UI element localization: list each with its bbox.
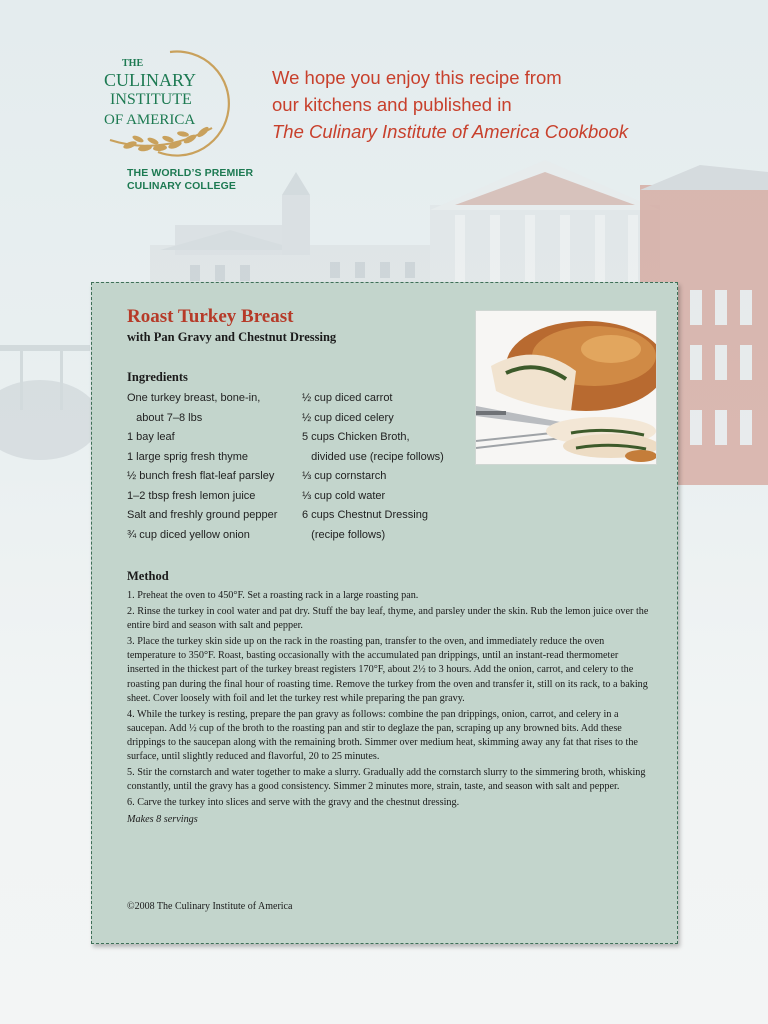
ingredient-item: 6 cups Chestnut Dressing — [302, 509, 428, 521]
method-step: 2. Rinse the turkey in cool water and pat dry. Stuff the bay leaf, thyme, and parsley under the skin. Rub the lemon juice over the entire bird and season with salt and pepper. — [127, 606, 649, 632]
cia-logo-emblem — [100, 44, 260, 164]
ingredient-item: Salt and freshly ground pepper — [127, 509, 278, 521]
ingredient-item: ⅓ cup cornstarch — [302, 470, 387, 482]
method-steps — [127, 589, 651, 828]
copyright-notice: ©2008 The Culinary Institute of America — [127, 901, 293, 912]
ingredients-list-right — [302, 389, 444, 545]
turkey-photo — [475, 310, 657, 465]
recipe-card — [91, 282, 678, 944]
ingredient-item: 1–2 tbsp fresh lemon juice — [127, 489, 256, 502]
method-heading: Method — [127, 569, 169, 583]
logo-text-the: THE — [122, 58, 144, 69]
ingredient-item: One turkey breast, bone-in, — [127, 392, 261, 404]
logo-text-america: OF AMERICA — [104, 112, 196, 128]
logo-text-culinary: CULINARY — [104, 70, 197, 90]
method-step: 4. While the turkey is resting, prepare the pan gravy as follows: combine the pan drippings, onion, carrot, and celery in a saucepan. Add ½ cup of the broth to the roasting pan and stir to deglaze the pan, scraping up any browned bits. Add these drippings to the saucepan along with the remaining broth. Simmer over medium heat, skimming away any fat that rises to the surface, until slightly reduced and flavorful, 20 to 25 minutes. — [127, 708, 638, 763]
tagline-line-2: CULINARY COLLEGE — [127, 180, 236, 192]
logo-text-institute: INSTITUTE — [110, 91, 192, 108]
ingredient-item: ⅓ cup cold water — [302, 489, 386, 502]
turkey-photo-illustration — [476, 311, 657, 465]
ingredient-item: 1 large sprig fresh thyme — [127, 450, 249, 463]
ingredient-item: ½ bunch fresh flat-leaf parsley — [127, 470, 275, 482]
ingredients-list-left — [127, 389, 277, 545]
ingredient-item: (recipe follows) — [302, 528, 386, 541]
intro-message — [272, 64, 742, 145]
method-step: 5. Stir the cornstarch and water together to make a slurry. Gradually add the cornstarch slurry to the simmering broth, whisking constantly, until the gravy has a good consistency. Simmer 2 minutes more, strain, taste, and season with salt and pepper. — [127, 767, 646, 793]
ingredient-item: 5 cups Chicken Broth, — [302, 431, 410, 443]
tagline-line-1: THE WORLD’S PREMIER — [127, 167, 254, 179]
ingredient-item: ¾ cup diced yellow onion — [127, 528, 250, 541]
ingredient-item: 1 bay leaf — [127, 431, 175, 443]
intro-line-1: We hope you enjoy this recipe from — [272, 67, 562, 88]
ingredients-heading: Ingredients — [127, 370, 188, 384]
recipe-title: Roast Turkey Breast — [127, 306, 294, 327]
ingredient-item: divided use (recipe follows) — [302, 450, 444, 463]
ingredient-item: about 7–8 lbs — [127, 411, 203, 424]
recipe-subtitle: with Pan Gravy and Chestnut Dressing — [127, 330, 337, 344]
logo-tagline — [127, 167, 253, 193]
ingredient-item: ½ cup diced celery — [302, 411, 394, 424]
method-step: 1. Preheat the oven to 450°F. Set a roasting rack in a large roasting pan. — [127, 590, 419, 601]
method-step: 6. Carve the turkey into slices and serve with the gravy and the chestnut dressing. — [127, 797, 460, 809]
intro-line-2: our kitchens and published in — [272, 94, 512, 115]
intro-book-title: The Culinary Institute of America Cookbook — [272, 121, 629, 142]
servings-note: Makes 8 servings — [127, 814, 198, 826]
method-step: 3. Place the turkey skin side up on the rack in the roasting pan, transfer to the oven, and immediately reduce the oven temperature to 350°F. Roast, basting occasionally with the accumulated pan drippings, until an instant-read thermometer inserted in the thickest part of the turkey breast registers 170°F, about 2½ to 3 hours. Add the onion, carrot, and celery to the roasting pan during the final hour of roasting time. Remove the turkey from the oven and transfer it, still on its rack, to a baking sheet. Cover loosely with foil and let the turkey rest while preparing the pan gravy. — [127, 636, 648, 704]
ingredient-item: ½ cup diced carrot — [302, 392, 393, 404]
